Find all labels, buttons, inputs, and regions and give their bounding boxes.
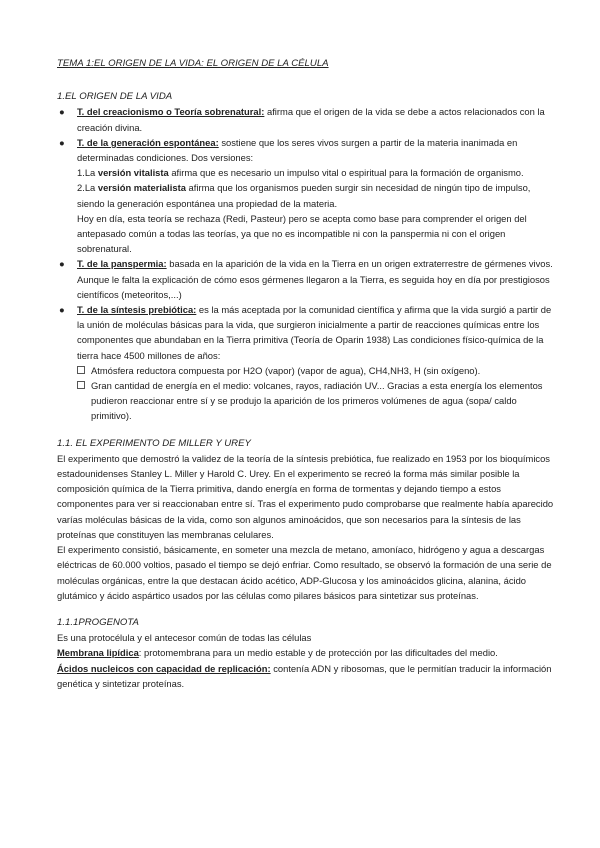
term: Ácidos nucleicos con capacidad de replicación: xyxy=(57,662,271,674)
progenota-intro: Es una protocélula y el antecesor común de todas las células xyxy=(57,632,312,644)
paragraph: El experimento que demostró la validez de la teoría de la síntesis prebiótica, fue realizado en 1953 por los bioquímicos estadounidenses Stanley L. Miller y Harold C. Urey. En el experimento se recreó la forma más similar posible la composición química de la Tierra primitiva, dando energía en forma de tormentas y dejando tiempo a estos componentes para ver si reaccionaban entre sí. Tras el experimento pudo comprobarse que realmente había aparecido varías moléculas básicas de la vida, como son algunos aminoácidos, que son necesarios para la síntesis de las proteínas que constituyen las membranas celulares. xyxy=(57,452,554,540)
term: Membrana lipídica xyxy=(57,647,139,659)
version-number: 2.La xyxy=(77,182,98,194)
theory-text: sostiene que los seres vivos surgen a partir de la materia inanimada en determinadas condiciones. Dos versiones: xyxy=(77,136,518,164)
section-heading-progenota: 1.1.1PROGENOTA xyxy=(57,616,139,628)
theory-name: T. de la generación espontánea: xyxy=(77,136,219,148)
bullet-icon: ● xyxy=(59,258,65,270)
list-item-sintesis-prebiotica xyxy=(57,302,556,424)
checklist-text: Gran cantidad de energía en el medio: volcanes, rayos, radiación UV... Gracias a esta energía los elementos pudieron reaccionar entre sí y se produjo la aparición de los primeros volúmenes de agua (sopa/ caldo primitivo). xyxy=(91,380,543,422)
theory-text: basada en la aparición de la vida en la Tierra en un origen extraterrestre de gérmenes vivos. Aunque le falta la explicación de cómo esos gérmenes llegaron a la Tierra, es seguida hoy en día por prestigiosos científicos (meteoritos,...) xyxy=(77,258,553,300)
document-title: TEMA 1:EL ORIGEN DE LA VIDA: EL ORIGEN DE LA CÉLULA xyxy=(57,58,329,69)
term-text: contenía ADN y ribosomas, que le permitían traducir la información genética y sintetizar proteínas. xyxy=(57,662,552,689)
checklist-item xyxy=(77,363,556,378)
version-number: 1.La xyxy=(77,167,98,179)
progenota-acidos xyxy=(57,661,556,691)
theory-text: afirma que el origen de la vida se debe a actos relacionados con la creación divina. xyxy=(77,106,545,133)
theories-list xyxy=(57,104,556,423)
conditions-checklist xyxy=(77,363,556,424)
checkbox-icon[interactable] xyxy=(77,381,85,389)
theory-name: T. del creacionismo o Teoría sobrenatural: xyxy=(77,106,265,118)
list-item-panspermia xyxy=(57,256,556,302)
version-materialista xyxy=(77,180,556,210)
checklist-item xyxy=(77,378,556,424)
version-text: afirma que es necesario un impulso vital o espiritual para la formación de organismo. xyxy=(168,167,524,179)
checklist-text: Atmósfera reductora compuesta por H2O (vapor) (vapor de agua), CH4,NH3, H (sin oxígeno). xyxy=(91,364,481,376)
term-text: : protomembrana para un medio estable y de protección por las dificultades del medio. xyxy=(138,647,498,659)
version-name: versión vitalista xyxy=(97,167,169,179)
theory-note: Hoy en día, esta teoría se rechaza (Redi, Pasteur) pero se acepta como base para comprender el origen del antepasado común a todas las teorías, ya que no es incompatible ni con la panspermia ni con el origen sobrenatural. xyxy=(77,212,527,255)
version-text: afirma que los organismos pueden surgir sin necesidad de ningún tipo de impulso, siendo la generación espontánea una propiedad de la materia. xyxy=(77,182,531,209)
checkbox-icon[interactable] xyxy=(77,366,85,374)
progenota-membrana xyxy=(57,645,556,660)
version-vitalista xyxy=(77,165,556,180)
bullet-icon: ● xyxy=(59,106,65,118)
list-item-generacion-espontanea xyxy=(57,135,556,257)
bullet-icon: ● xyxy=(59,304,65,316)
theory-name: T. de la síntesis prebiótica: xyxy=(77,304,197,316)
theory-text: es la más aceptada por la comunidad científica y afirma que la vida surgió a partir de la unión de moléculas básicas para la vida, que surgieron inicialmente a partir de reacciones químicas entre los componentes que abundaban en la Tierra primitiva (Teoría de Oparin 1938) Las condiciones físico-química de la tierra hace 4500 millones de años: xyxy=(77,304,552,361)
list-item-creacionismo xyxy=(57,104,556,134)
section-heading-miller-urey: 1.1. EL EXPERIMENTO DE MILLER Y UREY xyxy=(57,437,251,449)
version-name: versión materialista xyxy=(97,182,186,194)
section-heading-origen: 1.EL ORIGEN DE LA VIDA xyxy=(57,91,173,103)
bullet-icon: ● xyxy=(59,136,65,148)
theory-name: T. de la panspermia: xyxy=(77,258,167,270)
paragraph: El experimento consistió, básicamente, en someter una mezcla de metano, amoníaco, hidrógeno y agua a descargas eléctricas de 60.000 voltios, pasado el tiempo se dejó enfriar. Como resultado, se observó la formación de una serie de moléculas orgánicas, entre la que destacan ácido acético, ADP-Glucosa y los aminoácidos glicina, alanina, ácido glutámico y ácido aspártico usados por las células como pilares básicos para sintetizar sus proteínas. xyxy=(57,544,552,601)
